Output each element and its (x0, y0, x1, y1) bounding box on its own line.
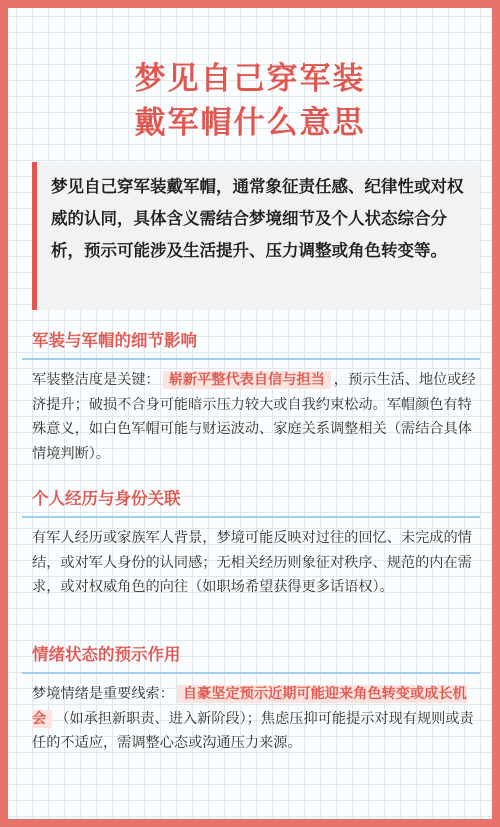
section-body-uniform-details (32, 368, 482, 466)
page-title-line-2: 戴军帽什么意思 (134, 105, 366, 141)
highlight-text: 崭新平整代表自信与担当 (163, 371, 331, 389)
highlight-text: 自豪坚定预示近期可能迎来角色转变或成长机会 (32, 686, 467, 727)
section-body-personal-experience: 有军人经历或家族军人背景，梦境可能反映对过往的回忆、未完成的情结，或对军人身份的认同感；无相关经历则象征对秩序、规范的内在需求，或对权威角色的向往（如职场希望获得更多话语权）。 (32, 530, 472, 595)
section-heading-uniform-details: 军装与军帽的细节影响 (32, 331, 197, 350)
body-text: 梦境情绪是重要线索： (32, 686, 174, 702)
intro-summary: 梦见自己穿军装戴军帽，通常象征责任感、纪律性或对权威的认同，具体含义需结合梦境细节及个人状态综合分析，预示可能涉及生活提升、压力调整或角色转变等。 (32, 162, 480, 310)
section-divider (22, 516, 480, 518)
section-heading-personal-experience: 个人经历与身份关联 (32, 489, 181, 508)
section-divider (22, 358, 480, 360)
page-title-line-1: 梦见自己穿军装 (134, 61, 366, 97)
body-text: ，预示生活、地位或经济提升；破损不合身可能暗示压力较大或自我约束松动。军帽颜色有特殊意义，如白色军帽可能与财运波动、家庭关系调整相关（需结合具体情境判断）。 (32, 372, 476, 462)
body-text: （如承担新职责、进入新阶段）；焦虑压抑可能提示对现有规则或责任的不适应，需调整心态或沟通压力来源。 (32, 710, 474, 751)
section-heading-emotional-state: 情绪状态的预示作用 (32, 645, 181, 664)
section-divider (22, 672, 480, 674)
body-text: 军装整洁度是关键： (32, 372, 160, 388)
section-body-emotional-state (32, 682, 482, 756)
